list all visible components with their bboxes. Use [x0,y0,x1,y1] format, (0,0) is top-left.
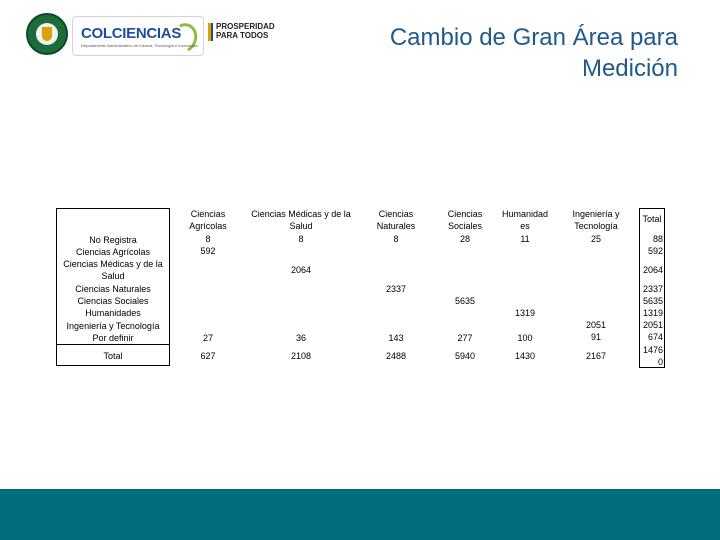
title-line2: Medición [581,55,678,82]
table-cell: 8 [393,234,399,244]
prosperidad-text [216,22,275,40]
column-header-line: Salud [289,221,313,231]
total-cell: 2064 [642,265,663,275]
column-header-line: Ciencias Médicas y de la [251,209,351,219]
column-header-ingenieria [560,208,632,232]
table-cell: 2337 [385,284,407,294]
table-cell: 2051 [585,320,607,330]
total-column-header: Total [642,214,662,224]
row-label: No Registra [89,235,137,245]
colciencias-tagline: Departamento Administrativo de Ciencia, Tecnología e Innovación [81,43,198,48]
table-total-cell: 2167 [585,351,607,361]
column-header-line: es [520,221,530,231]
table-cell: 28 [459,234,470,244]
flag-bar2-icon [211,23,213,41]
total-cell: 88 [652,234,663,244]
table-cell: 100 [517,333,533,343]
table-cell: 592 [200,246,216,256]
column-header-naturales [368,208,424,232]
total-cell: 1476 [642,345,663,355]
colciencias-wordmark: COLCIENCIAS [81,25,182,42]
total-cell: 674 [647,332,663,342]
column-header-line: Ciencias [378,209,414,219]
colciencias-logo [72,16,204,56]
row-label: Ciencias Médicas y de la [63,259,163,269]
column-header-humanidades [497,208,553,232]
table-cell: 143 [388,333,404,343]
table-cell: 27 [202,333,213,343]
row-label: Por definir [92,333,134,343]
slide-title [278,22,678,84]
column-header-line: Ingeniería y [572,209,620,219]
table-cell: 11 [520,234,530,244]
table-total-cell: 2108 [290,351,312,361]
total-cell: 592 [647,246,663,256]
shield-icon [42,27,52,41]
total-cell: 2337 [642,284,663,294]
total-cell: 2051 [642,320,663,330]
table-cell: 277 [457,333,473,343]
table-cell: 1319 [514,308,536,318]
prosperidad-line1: PROSPERIDAD [216,22,275,31]
row-label: Ingeniería y Tecnología [66,321,160,331]
column-header-sociales [437,208,493,232]
column-header-line: Naturales [376,221,416,231]
table-cell: 25 [590,234,601,244]
table-cell: 91 [590,332,601,342]
table-total-cell: 2488 [385,351,407,361]
total-row-label: Total [103,351,123,361]
row-label: Ciencias Sociales [77,296,149,306]
table-cell: 5635 [454,296,476,306]
column-header-line: Tecnología [574,221,618,231]
column-header-line: Ciencias [190,209,226,219]
table-cell: 36 [295,333,306,343]
colombia-seal-icon [26,13,68,55]
column-header-agricolas [180,208,236,232]
total-cell: 1319 [642,308,663,318]
table-cell: 8 [298,234,304,244]
table-total-cell: 5940 [454,351,476,361]
row-label: Humanidades [85,308,141,318]
column-header-line: Sociales [447,221,483,231]
prosperidad-line2: PARA TODOS [216,31,269,40]
table-total-cell: 627 [200,351,216,361]
row-label: Salud [101,271,125,281]
column-header-line: Agrícolas [189,221,227,231]
table-cell: 2064 [290,265,312,275]
column-header-medicas [242,208,360,232]
row-label: Ciencias Naturales [75,284,151,294]
column-header-line: Ciencias [447,209,483,219]
row-labels-divider [56,344,170,345]
row-label: Ciencias Agrícolas [75,247,151,257]
total-cell: 0 [657,357,663,367]
total-cell: 5635 [642,296,663,306]
table-cell: 8 [205,234,211,244]
footer-band [0,489,720,540]
table-total-cell: 1430 [514,351,536,361]
prosperidad-para-todos-logo [208,22,278,44]
title-line1: Cambio de Gran Área para [389,24,678,51]
total-column [639,208,665,368]
column-header-line: Humanidad [501,209,549,219]
